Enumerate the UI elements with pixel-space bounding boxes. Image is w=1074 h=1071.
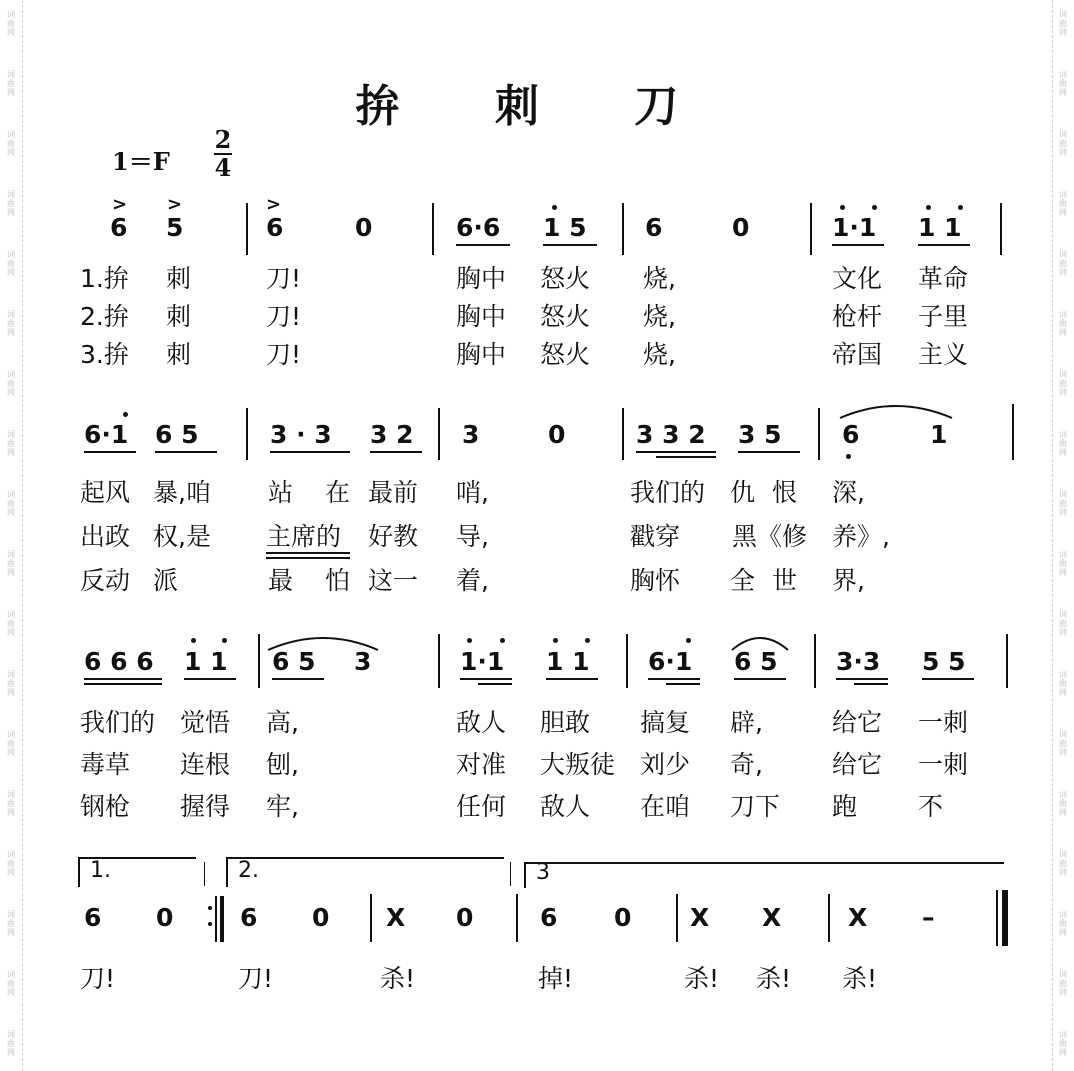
beam (734, 678, 786, 680)
lyric: 刘少 (640, 750, 691, 779)
volta-bracket (78, 857, 80, 887)
barline (516, 894, 518, 942)
octave-dot (958, 205, 963, 210)
volta-bracket (226, 857, 228, 887)
lyric: 一刺 (918, 750, 969, 779)
note: 6 (84, 903, 102, 932)
barline (438, 408, 440, 460)
watermark-text: 词 曲 网 (7, 550, 15, 577)
lyric: 帝国 (832, 340, 883, 369)
beam (460, 678, 512, 680)
note: 6 (240, 903, 258, 932)
watermark-text: 词 曲 网 (1059, 670, 1067, 697)
beam (543, 244, 597, 246)
key-signature: 1＝F (112, 147, 170, 176)
lyric: 敌人 (456, 708, 507, 737)
lyric: 连根 (180, 750, 231, 779)
lyric: 2.拚 (80, 302, 129, 331)
rest: 0 (156, 903, 174, 932)
song-title: 拚 刺 刀 (355, 81, 719, 132)
lyric: 烧, (643, 340, 676, 369)
note: 6 (645, 213, 663, 242)
repeat-barline (215, 896, 217, 942)
lyric: 恨 (772, 478, 798, 507)
lyric: 起风 (80, 478, 131, 507)
lyric: 反动 (80, 566, 131, 595)
barline (818, 408, 820, 460)
lyric: 权,是 (153, 522, 211, 551)
lyric: 任何 (456, 792, 507, 821)
note: 6 6 6 (84, 647, 154, 676)
lyric: 刺 (166, 302, 192, 331)
lyric: 在咱 (640, 792, 691, 821)
watermark-text: 词 曲 网 (1059, 10, 1067, 37)
beam (456, 244, 510, 246)
note: 3 · 3 (270, 420, 332, 449)
barline (370, 894, 372, 942)
volta-tick (510, 862, 511, 886)
octave-dot (123, 412, 128, 417)
barline (246, 408, 248, 460)
watermark-text: 词 曲 网 (7, 670, 15, 697)
note: X (848, 903, 868, 932)
lyric: 刀下 (730, 792, 781, 821)
lyric: 刺 (166, 264, 192, 293)
watermark-text: 词 曲 网 (7, 10, 15, 37)
watermark-text: 词 曲 网 (1059, 310, 1067, 337)
volta-label: 1. (90, 858, 111, 883)
rest: 0 (548, 420, 566, 449)
repeat-dot (208, 906, 212, 910)
lyric: 子里 (918, 302, 969, 331)
lyric: 刀! (80, 964, 116, 993)
lyric: 毒草 (80, 750, 131, 779)
note: 6·6 (456, 213, 501, 242)
beam (270, 451, 350, 453)
rest: 0 (732, 213, 750, 242)
note: X (690, 903, 710, 932)
beam (832, 244, 884, 246)
repeat-barline (220, 896, 224, 942)
lyric: 高, (266, 708, 299, 737)
lyric: 最 (268, 566, 294, 595)
watermark-text: 词 曲 网 (1059, 70, 1067, 97)
lyric: 觉悟 (180, 708, 231, 737)
lyric: 3.拚 (80, 340, 129, 369)
lyric: 胆敢 (540, 708, 591, 737)
volta-bracket (226, 857, 504, 859)
repeat-dot (208, 922, 212, 926)
rest: 0 (614, 903, 632, 932)
lyric: 刀! (266, 302, 302, 331)
note: 5 5 (922, 647, 966, 676)
watermark-text: 词 曲 网 (1059, 730, 1067, 757)
beam (738, 451, 800, 453)
lyric: 胸中 (456, 340, 507, 369)
lyric: 暴,咱 (153, 478, 211, 507)
barline (814, 634, 816, 688)
octave-dot (872, 205, 877, 210)
note: X (386, 903, 406, 932)
final-barline (1002, 890, 1008, 946)
lyric: 胸怀 (630, 566, 681, 595)
lyric: 烧, (643, 302, 676, 331)
octave-dot (191, 638, 196, 643)
note: 3 (462, 420, 480, 449)
note: 5 (166, 213, 184, 242)
watermark-text: 词 曲 网 (1059, 370, 1067, 397)
lyric: 给它 (832, 708, 883, 737)
watermark-text: 词 曲 网 (7, 70, 15, 97)
beam (854, 683, 888, 685)
beam (84, 451, 136, 453)
lyric: 怒火 (540, 340, 591, 369)
accent-mark: > (167, 194, 183, 215)
lyric: 刺 (166, 340, 192, 369)
lyric: 掉! (538, 964, 574, 993)
lyric: 革命 (918, 264, 969, 293)
watermark-text: 词 曲 网 (1059, 910, 1067, 937)
beam (546, 678, 598, 680)
time-bottom: 4 (214, 153, 232, 182)
note: 1 1 (546, 647, 590, 676)
lyric: 仇 (730, 478, 756, 507)
rest: 0 (355, 213, 373, 242)
note: 6 (842, 420, 860, 449)
note: 3 (354, 647, 372, 676)
note: 6 (266, 213, 284, 242)
note: 6 (110, 213, 128, 242)
lyric: 刀! (238, 964, 274, 993)
note: 3 5 (738, 420, 782, 449)
octave-dot (686, 638, 691, 643)
volta-bracket (524, 862, 1004, 864)
rest: 0 (312, 903, 330, 932)
watermark-text: 词 曲 网 (7, 130, 15, 157)
final-barline (996, 890, 998, 946)
watermark-text: 词 曲 网 (1059, 970, 1067, 997)
lyric: 这一 (368, 566, 419, 595)
note: 3·3 (836, 647, 881, 676)
lyric: 枪杆 (832, 302, 883, 331)
barline (626, 634, 628, 688)
note: 1 1 (918, 213, 962, 242)
watermark-text: 词 曲 网 (7, 310, 15, 337)
watermark-text: 词 曲 网 (1059, 550, 1067, 577)
lyric: 大叛徒 (540, 750, 616, 779)
beam (370, 451, 422, 453)
barline (246, 203, 248, 255)
octave-dot (585, 638, 590, 643)
accent-mark: > (266, 194, 282, 215)
lyric: 刀! (266, 264, 302, 293)
underline-mark (266, 557, 350, 559)
lyric: 戳穿 (630, 522, 681, 551)
lyric: 胸中 (456, 302, 507, 331)
lyric: 怒火 (540, 302, 591, 331)
lyric: 全 (730, 566, 756, 595)
watermark-text: 词 曲 网 (7, 430, 15, 457)
lyric: 辟, (730, 708, 763, 737)
lyric: 最前 (368, 478, 419, 507)
lyric: 界, (832, 566, 865, 595)
volta-tick (204, 862, 205, 886)
barline (432, 203, 434, 255)
lyric: 钢枪 (80, 792, 131, 821)
watermark-text: 词 曲 网 (1059, 790, 1067, 817)
barline (1012, 404, 1014, 460)
beam (666, 683, 700, 685)
beam (648, 678, 700, 680)
note: 6·1 (648, 647, 693, 676)
beam (478, 683, 512, 685)
watermark-text: 词 曲 网 (1059, 430, 1067, 457)
lyric: 我们的 (630, 478, 706, 507)
lyric: 给它 (832, 750, 883, 779)
lyric: 1.拚 (80, 264, 129, 293)
lyric: 跑 (832, 792, 858, 821)
watermark-text: 词 曲 网 (7, 1030, 15, 1057)
underline-mark (266, 552, 350, 554)
watermark-text: 词 曲 网 (7, 790, 15, 817)
lyric: 怕 (325, 566, 351, 595)
lyric: 不 (918, 792, 944, 821)
watermark-text: 词 曲 网 (7, 490, 15, 517)
watermark-text: 词 曲 网 (1059, 850, 1067, 877)
barline (258, 634, 260, 688)
volta-label: 2. (238, 858, 259, 883)
lyric: 哨, (456, 478, 489, 507)
beam (656, 456, 716, 458)
beam (636, 451, 716, 453)
octave-dot (552, 205, 557, 210)
lyric: 杀! (380, 964, 416, 993)
octave-dot (926, 205, 931, 210)
lyric: 站 (268, 478, 294, 507)
rest: 0 (456, 903, 474, 932)
lyric: 在 (325, 478, 351, 507)
lyric: 对准 (456, 750, 507, 779)
note: 6 5 (272, 647, 316, 676)
lyric: 着, (456, 566, 489, 595)
note: 6 5 (155, 420, 199, 449)
volta-bracket (524, 862, 526, 888)
note: 3 3 2 (636, 420, 706, 449)
watermark-text: 词 曲 网 (7, 610, 15, 637)
watermark-text: 词 曲 网 (7, 850, 15, 877)
lyric: 刨, (266, 750, 299, 779)
lyric: 深, (832, 478, 865, 507)
lyric: 养》, (832, 522, 890, 551)
beam (272, 678, 324, 680)
barline (810, 203, 812, 255)
watermark-text: 词 曲 网 (7, 250, 15, 277)
watermark-text: 词 曲 网 (1059, 130, 1067, 157)
barline (1006, 634, 1008, 688)
barline (676, 894, 678, 942)
barline (828, 894, 830, 942)
barline (622, 408, 624, 460)
watermark-text: 词 曲 网 (1059, 490, 1067, 517)
note: 6 (540, 903, 558, 932)
lyric: 敌人 (540, 792, 591, 821)
note: 1 5 (543, 213, 587, 242)
lyric: 派 (153, 566, 179, 595)
lyric: 导, (456, 522, 489, 551)
time-top: 2 (214, 125, 232, 154)
watermark-text: 词 曲 网 (1059, 250, 1067, 277)
beam (155, 451, 217, 453)
volta-label: 3 (536, 860, 550, 885)
watermark-text: 词 曲 网 (1059, 190, 1067, 217)
watermark-text: 词 曲 网 (7, 970, 15, 997)
lyric: 我们的 (80, 708, 156, 737)
low-octave-dot (846, 454, 851, 459)
note: 1·1 (460, 647, 505, 676)
octave-dot (222, 638, 227, 643)
watermark-text: 词 曲 网 (7, 730, 15, 757)
accent-mark: > (112, 194, 128, 215)
beam (918, 244, 970, 246)
octave-dot (553, 638, 558, 643)
beam (84, 683, 162, 685)
time-signature (212, 127, 234, 181)
note: 3 2 (370, 420, 414, 449)
dash: – (922, 903, 935, 932)
watermark-text: 词 曲 网 (7, 910, 15, 937)
barline (438, 634, 440, 688)
note: X (762, 903, 782, 932)
lyric: 黑《修 (732, 522, 808, 551)
lyric: 搞复 (640, 708, 691, 737)
watermark-text: 词 曲 网 (7, 370, 15, 397)
note: 1 (930, 420, 948, 449)
barline (622, 203, 624, 255)
lyric: 杀! (842, 964, 878, 993)
note: 1 1 (184, 647, 228, 676)
lyric: 牢, (266, 792, 299, 821)
lyric: 刀! (266, 340, 302, 369)
lyric: 杀! (684, 964, 720, 993)
lyric: 怒火 (540, 264, 591, 293)
watermark-text: 词 曲 网 (1059, 610, 1067, 637)
lyric: 主义 (918, 340, 969, 369)
lyric: 握得 (180, 792, 231, 821)
lyric: 杀! (756, 964, 792, 993)
beam (84, 678, 162, 680)
octave-dot (467, 638, 472, 643)
lyric: 一刺 (918, 708, 969, 737)
lyric: 烧, (643, 264, 676, 293)
lyric: 奇, (730, 750, 763, 779)
note: 6·1 (84, 420, 129, 449)
watermark-text: 词 曲 网 (1059, 1030, 1067, 1057)
lyric: 主席的 (266, 522, 342, 551)
lyric: 文化 (832, 264, 883, 293)
note: 1·1 (832, 213, 877, 242)
lyric: 胸中 (456, 264, 507, 293)
lyric: 出政 (80, 522, 131, 551)
note: 6 5 (734, 647, 778, 676)
watermark-text: 词 曲 网 (7, 190, 15, 217)
beam (922, 678, 974, 680)
octave-dot (500, 638, 505, 643)
lyric: 好教 (368, 522, 419, 551)
octave-dot (840, 205, 845, 210)
lyric: 世 (772, 566, 798, 595)
barline (1000, 203, 1002, 255)
beam (184, 678, 236, 680)
beam (836, 678, 888, 680)
tie-arc (838, 400, 954, 420)
